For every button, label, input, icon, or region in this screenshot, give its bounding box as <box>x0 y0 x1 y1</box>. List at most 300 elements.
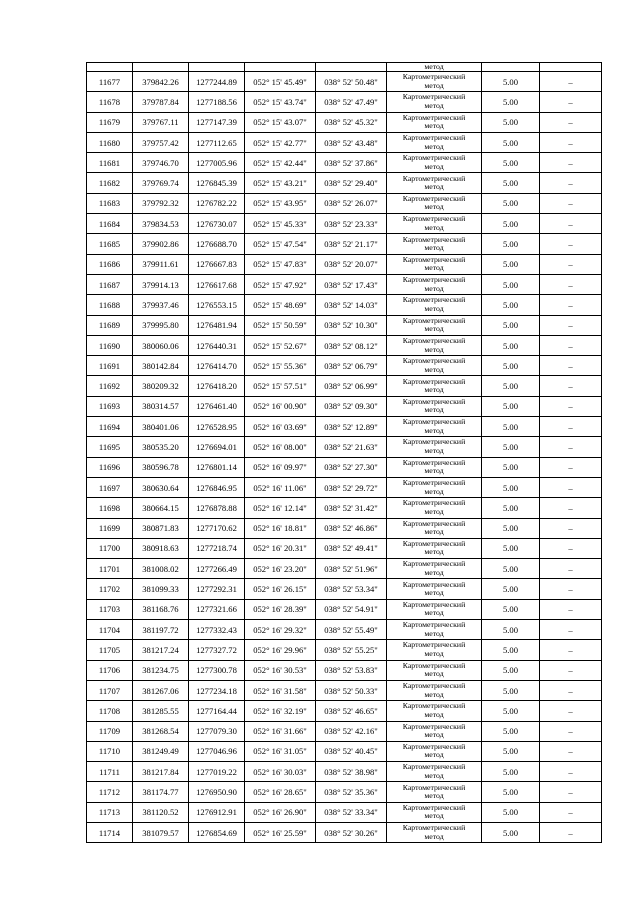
method-line-2: метод <box>424 628 444 638</box>
accuracy-cell: 5.00 <box>482 193 540 213</box>
x-coordinate-cell: 379787.84 <box>133 92 189 112</box>
method-cell <box>387 356 482 376</box>
x-coordinate-cell: 379834.53 <box>133 214 189 234</box>
description-cell: – <box>540 680 602 700</box>
description-cell: – <box>540 822 602 842</box>
description-cell: – <box>540 741 602 761</box>
longitude-cell: 038° 52' 30.26" <box>316 822 387 842</box>
method-cell <box>387 417 482 437</box>
accuracy-cell: 5.00 <box>482 335 540 355</box>
point-number-cell: 11689 <box>87 315 133 335</box>
latitude-cell: 052° 16' 28.39" <box>245 599 316 619</box>
longitude-cell: 038° 52' 46.65" <box>316 701 387 721</box>
description-cell: – <box>540 640 602 660</box>
latitude-cell: 052° 15' 43.07" <box>245 112 316 132</box>
y-coordinate-cell: 1276481.94 <box>189 315 245 335</box>
method-line-1: Картометрический <box>402 721 466 731</box>
y-coordinate-cell: 1277234.18 <box>189 680 245 700</box>
description-cell: – <box>540 132 602 152</box>
accuracy-cell: 5.00 <box>482 762 540 782</box>
point-number-cell: 11692 <box>87 376 133 396</box>
longitude-cell: 038° 52' 40.45" <box>316 741 387 761</box>
table-row <box>87 640 602 660</box>
description-cell: – <box>540 498 602 518</box>
longitude-cell: 038° 52' 55.49" <box>316 620 387 640</box>
accuracy-cell: 5.00 <box>482 721 540 741</box>
accuracy-cell: 5.00 <box>482 132 540 152</box>
description-cell: – <box>540 559 602 579</box>
method-cell: метод <box>387 63 482 72</box>
point-number-cell: 11714 <box>87 822 133 842</box>
y-coordinate-cell: 1277292.31 <box>189 579 245 599</box>
accuracy-cell: 5.00 <box>482 92 540 112</box>
method-line-2: метод <box>424 466 444 476</box>
x-coordinate-cell: 380871.83 <box>133 518 189 538</box>
y-coordinate-cell: 1276854.69 <box>189 822 245 842</box>
longitude-cell: 038° 52' 26.07" <box>316 193 387 213</box>
latitude-cell: 052° 16' 29.96" <box>245 640 316 660</box>
method-line-2: метод <box>424 506 444 516</box>
method-line-1: Картометрический <box>402 782 466 792</box>
method-line-2: метод <box>424 202 444 212</box>
table-row <box>87 173 602 193</box>
method-cell <box>387 193 482 213</box>
description-cell: – <box>540 762 602 782</box>
x-coordinate-cell: 380630.64 <box>133 477 189 497</box>
accuracy-cell: 5.00 <box>482 437 540 457</box>
description-cell: – <box>540 112 602 132</box>
method-line-1: Картометрический <box>402 457 466 467</box>
method-line-1: Картометрический <box>402 295 466 305</box>
point-number-cell: 11703 <box>87 599 133 619</box>
latitude-cell: 052° 16' 26.15" <box>245 579 316 599</box>
description-cell: – <box>540 477 602 497</box>
accuracy-cell: 5.00 <box>482 498 540 518</box>
x-coordinate-cell: 381079.57 <box>133 822 189 842</box>
x-coordinate-cell: 379792.32 <box>133 193 189 213</box>
accuracy-cell: 5.00 <box>482 356 540 376</box>
point-number-cell: 11713 <box>87 802 133 822</box>
point-number-cell: 11706 <box>87 660 133 680</box>
accuracy-cell: 5.00 <box>482 538 540 558</box>
method-line-2: метод <box>424 344 444 354</box>
point-number-cell: 11705 <box>87 640 133 660</box>
table-row <box>87 782 602 802</box>
point-number-cell: 11694 <box>87 417 133 437</box>
accuracy-cell: 5.00 <box>482 477 540 497</box>
x-coordinate-cell: 381168.76 <box>133 599 189 619</box>
latitude-cell: 052° 16' 31.66" <box>245 721 316 741</box>
latitude-cell: 052° 16' 00.90" <box>245 396 316 416</box>
x-coordinate-cell: 381217.84 <box>133 762 189 782</box>
method-cell <box>387 112 482 132</box>
table-row <box>87 477 602 497</box>
longitude-cell: 038° 52' 21.63" <box>316 437 387 457</box>
y-coordinate-cell: 1277244.89 <box>189 72 245 92</box>
x-coordinate-cell: 381268.54 <box>133 721 189 741</box>
method-line-2: метод <box>424 608 444 618</box>
table-row <box>87 396 602 416</box>
y-coordinate-cell: 1276782.22 <box>189 193 245 213</box>
coordinates-table <box>86 62 602 843</box>
method-cell <box>387 741 482 761</box>
y-coordinate-cell: 1277188.56 <box>189 92 245 112</box>
method-line-2: метод <box>424 161 444 171</box>
method-cell <box>387 254 482 274</box>
method-cell <box>387 802 482 822</box>
latitude-cell: 052° 16' 26.90" <box>245 802 316 822</box>
method-line-1: Картометрический <box>402 640 466 650</box>
method-line-1: Картометрический <box>402 234 466 244</box>
longitude-cell: 038° 52' 38.98" <box>316 762 387 782</box>
y-coordinate-cell: 1276667.83 <box>189 254 245 274</box>
longitude-cell: 038° 52' 51.96" <box>316 559 387 579</box>
longitude-cell: 038° 52' 46.86" <box>316 518 387 538</box>
y-coordinate-cell: 1277332.43 <box>189 620 245 640</box>
accuracy-cell: 5.00 <box>482 112 540 132</box>
method-cell <box>387 620 482 640</box>
longitude-cell: 038° 52' 42.16" <box>316 721 387 741</box>
description-cell: – <box>540 518 602 538</box>
longitude-cell: 038° 52' 53.34" <box>316 579 387 599</box>
table-row <box>87 72 602 92</box>
point-number-cell: 11685 <box>87 234 133 254</box>
point-number-cell: 11709 <box>87 721 133 741</box>
method-line-1: Картометрический <box>402 112 466 122</box>
table-row <box>87 92 602 112</box>
table-row <box>87 153 602 173</box>
point-number-cell: 11683 <box>87 193 133 213</box>
method-cell <box>387 701 482 721</box>
x-coordinate-cell: 381234.75 <box>133 660 189 680</box>
latitude-cell: 052° 16' 03.69" <box>245 417 316 437</box>
longitude-cell: 038° 52' 43.48" <box>316 132 387 152</box>
y-coordinate-cell: 1276694.01 <box>189 437 245 457</box>
x-coordinate-cell: 380918.63 <box>133 538 189 558</box>
y-coordinate-cell: 1276688.70 <box>189 234 245 254</box>
y-coordinate-cell: 1277019.22 <box>189 762 245 782</box>
method-cell <box>387 599 482 619</box>
x-coordinate-cell: 381197.72 <box>133 620 189 640</box>
point-number-cell: 11695 <box>87 437 133 457</box>
method-cell <box>387 437 482 457</box>
method-cell <box>387 315 482 335</box>
method-line-2: метод <box>424 648 444 658</box>
description-cell: – <box>540 72 602 92</box>
table-row <box>87 234 602 254</box>
y-coordinate-cell: 1276440.31 <box>189 335 245 355</box>
method-cell <box>387 518 482 538</box>
x-coordinate-cell: 379769.74 <box>133 173 189 193</box>
latitude-cell: 052° 15' 47.83" <box>245 254 316 274</box>
x-coordinate-cell: 380314.57 <box>133 396 189 416</box>
method-line-2: метод <box>424 567 444 577</box>
method-line-2: метод <box>424 527 444 537</box>
latitude-cell: 052° 15' 47.92" <box>245 274 316 294</box>
method-line-1: Картометрический <box>402 153 466 163</box>
latitude-cell: 052° 15' 50.59" <box>245 315 316 335</box>
table-row <box>87 721 602 741</box>
accuracy-cell: 5.00 <box>482 518 540 538</box>
table-body <box>87 63 602 843</box>
accuracy-cell: 5.00 <box>482 396 540 416</box>
description-cell: – <box>540 335 602 355</box>
latitude-cell: 052° 15' 47.54" <box>245 234 316 254</box>
longitude-cell: 038° 52' 55.25" <box>316 640 387 660</box>
y-coordinate-cell: 1277327.72 <box>189 640 245 660</box>
method-cell <box>387 477 482 497</box>
method-line-1: Картометрический <box>402 559 466 569</box>
longitude-cell: 038° 52' 06.99" <box>316 376 387 396</box>
point-number-cell: 11677 <box>87 72 133 92</box>
method-line-2: метод <box>424 831 444 841</box>
table-row <box>87 457 602 477</box>
latitude-cell: 052° 15' 43.21" <box>245 173 316 193</box>
continuation-row <box>87 63 602 72</box>
method-line-2: метод <box>424 689 444 699</box>
method-line-1: Картометрический <box>402 173 466 183</box>
latitude-cell: 052° 16' 20.31" <box>245 538 316 558</box>
latitude-cell: 052° 16' 30.03" <box>245 762 316 782</box>
x-coordinate-cell: 381217.24 <box>133 640 189 660</box>
longitude-cell: 038° 52' 21.17" <box>316 234 387 254</box>
method-cell <box>387 396 482 416</box>
x-coordinate-cell: 379767.11 <box>133 112 189 132</box>
description-cell: – <box>540 153 602 173</box>
table-row <box>87 417 602 437</box>
latitude-cell: 052° 16' 11.06" <box>245 477 316 497</box>
longitude-cell: 038° 52' 29.40" <box>316 173 387 193</box>
accuracy-cell: 5.00 <box>482 254 540 274</box>
y-coordinate-cell: 1276461.40 <box>189 396 245 416</box>
x-coordinate-cell: 381285.55 <box>133 701 189 721</box>
x-coordinate-cell: 379746.70 <box>133 153 189 173</box>
point-number-cell: 11712 <box>87 782 133 802</box>
x-coordinate-cell: 379902.86 <box>133 234 189 254</box>
y-coordinate-cell: 1277112.65 <box>189 132 245 152</box>
point-number-cell: 11696 <box>87 457 133 477</box>
y-coordinate-cell: 1277218.74 <box>189 538 245 558</box>
accuracy-cell: 5.00 <box>482 559 540 579</box>
accuracy-cell: 5.00 <box>482 620 540 640</box>
method-cell <box>387 721 482 741</box>
description-cell: – <box>540 396 602 416</box>
accuracy-cell: 5.00 <box>482 153 540 173</box>
method-line-2: метод <box>424 405 444 415</box>
description-cell: – <box>540 193 602 213</box>
description-cell: – <box>540 802 602 822</box>
method-cell <box>387 72 482 92</box>
x-coordinate-cell: 379911.61 <box>133 254 189 274</box>
description-cell: – <box>540 620 602 640</box>
y-coordinate-cell: 1276418.20 <box>189 376 245 396</box>
x-coordinate-cell: 379995.80 <box>133 315 189 335</box>
point-number-cell: 11693 <box>87 396 133 416</box>
y-coordinate-cell: 1276950.90 <box>189 782 245 802</box>
method-line-1: Картометрический <box>402 518 466 528</box>
method-line-2: метод <box>424 811 444 821</box>
method-cell <box>387 498 482 518</box>
method-cell <box>387 640 482 660</box>
point-number-cell: 11702 <box>87 579 133 599</box>
latitude-cell: 052° 15' 45.49" <box>245 72 316 92</box>
point-number-cell: 11707 <box>87 680 133 700</box>
accuracy-cell: 5.00 <box>482 782 540 802</box>
table-row <box>87 498 602 518</box>
method-cell <box>387 295 482 315</box>
method-cell <box>387 559 482 579</box>
method-line-2: метод <box>424 324 444 334</box>
method-line-1: Картометрический <box>402 620 466 630</box>
longitude-cell: 038° 52' 06.79" <box>316 356 387 376</box>
method-line-2: метод <box>424 141 444 151</box>
point-number-cell: 11710 <box>87 741 133 761</box>
x-coordinate-cell: 381008.02 <box>133 559 189 579</box>
accuracy-cell: 5.00 <box>482 234 540 254</box>
method-cell <box>387 92 482 112</box>
x-coordinate-cell: 381120.52 <box>133 802 189 822</box>
x-coordinate-cell: 379842.26 <box>133 72 189 92</box>
longitude-cell: 038° 52' 54.91" <box>316 599 387 619</box>
method-line-1: Картометрический <box>402 701 466 711</box>
point-number-cell: 11701 <box>87 559 133 579</box>
y-coordinate-cell: 1276845.39 <box>189 173 245 193</box>
method-cell <box>387 376 482 396</box>
method-line-2: метод <box>424 750 444 760</box>
table-row <box>87 376 602 396</box>
longitude-cell: 038° 52' 20.07" <box>316 254 387 274</box>
method-line-1: Картометрический <box>402 681 466 691</box>
longitude-cell: 038° 52' 14.03" <box>316 295 387 315</box>
description-cell: – <box>540 254 602 274</box>
method-cell <box>387 660 482 680</box>
table-row <box>87 680 602 700</box>
method-line-1: Картометрический <box>402 741 466 751</box>
method-line-2: метод <box>424 303 444 313</box>
description-cell: – <box>540 721 602 741</box>
description-cell: – <box>540 701 602 721</box>
latitude-cell: 052° 16' 30.53" <box>245 660 316 680</box>
table-cell <box>87 63 133 72</box>
accuracy-cell: 5.00 <box>482 680 540 700</box>
method-line-2: метод <box>424 283 444 293</box>
y-coordinate-cell: 1277079.30 <box>189 721 245 741</box>
point-number-cell: 11711 <box>87 762 133 782</box>
method-line-2: метод <box>424 425 444 435</box>
method-line-1: Картометрический <box>402 254 466 264</box>
longitude-cell: 038° 52' 37.86" <box>316 153 387 173</box>
accuracy-cell: 5.00 <box>482 295 540 315</box>
table-row <box>87 660 602 680</box>
description-cell: – <box>540 782 602 802</box>
method-line-1: Картометрический <box>402 376 466 386</box>
y-coordinate-cell: 1277300.78 <box>189 660 245 680</box>
method-cell <box>387 538 482 558</box>
x-coordinate-cell: 380401.06 <box>133 417 189 437</box>
method-cell <box>387 274 482 294</box>
point-number-cell: 11700 <box>87 538 133 558</box>
latitude-cell: 052° 16' 25.59" <box>245 822 316 842</box>
accuracy-cell: 5.00 <box>482 457 540 477</box>
y-coordinate-cell: 1276730.07 <box>189 214 245 234</box>
table-row <box>87 741 602 761</box>
point-number-cell: 11690 <box>87 335 133 355</box>
method-line-1: Картометрический <box>402 437 466 447</box>
x-coordinate-cell: 379914.13 <box>133 274 189 294</box>
method-line-1: Картометрический <box>402 538 466 548</box>
description-cell: – <box>540 356 602 376</box>
table-cell <box>245 63 316 72</box>
y-coordinate-cell: 1277005.96 <box>189 153 245 173</box>
method-line-1: Картометрический <box>402 802 466 812</box>
description-cell: – <box>540 376 602 396</box>
longitude-cell: 038° 52' 27.30" <box>316 457 387 477</box>
longitude-cell: 038° 52' 47.49" <box>316 92 387 112</box>
latitude-cell: 052° 16' 08.00" <box>245 437 316 457</box>
description-cell: – <box>540 599 602 619</box>
method-line-2: метод <box>424 364 444 374</box>
latitude-cell: 052° 15' 52.67" <box>245 335 316 355</box>
description-cell: – <box>540 274 602 294</box>
accuracy-cell: 5.00 <box>482 417 540 437</box>
table-cell <box>133 63 189 72</box>
table-row <box>87 620 602 640</box>
table-row <box>87 254 602 274</box>
method-cell <box>387 782 482 802</box>
point-number-cell: 11682 <box>87 173 133 193</box>
table-cell <box>316 63 387 72</box>
y-coordinate-cell: 1276912.91 <box>189 802 245 822</box>
y-coordinate-cell: 1276528.95 <box>189 417 245 437</box>
method-line-2: метод <box>424 80 444 90</box>
longitude-cell: 038° 52' 53.83" <box>316 660 387 680</box>
description-cell: – <box>540 417 602 437</box>
point-number-cell: 11704 <box>87 620 133 640</box>
description-cell: – <box>540 234 602 254</box>
longitude-cell: 038° 52' 45.32" <box>316 112 387 132</box>
accuracy-cell: 5.00 <box>482 802 540 822</box>
point-number-cell: 11688 <box>87 295 133 315</box>
longitude-cell: 038° 52' 29.72" <box>316 477 387 497</box>
method-cell <box>387 762 482 782</box>
method-cell <box>387 457 482 477</box>
table-row <box>87 559 602 579</box>
y-coordinate-cell: 1277147.39 <box>189 112 245 132</box>
method-line-2: метод <box>424 445 444 455</box>
method-cell <box>387 579 482 599</box>
method-cell <box>387 335 482 355</box>
method-line-1: Картометрический <box>402 478 466 488</box>
table-row <box>87 214 602 234</box>
x-coordinate-cell: 380060.06 <box>133 335 189 355</box>
x-coordinate-cell: 380664.15 <box>133 498 189 518</box>
table-row <box>87 193 602 213</box>
method-line-2: метод <box>424 669 444 679</box>
description-cell: – <box>540 295 602 315</box>
x-coordinate-cell: 380535.20 <box>133 437 189 457</box>
method-cell <box>387 680 482 700</box>
method-cell <box>387 234 482 254</box>
latitude-cell: 052° 15' 57.51" <box>245 376 316 396</box>
description-cell: – <box>540 92 602 112</box>
method-line-1: Картометрический <box>402 417 466 427</box>
method-line-1: Картометрический <box>402 336 466 345</box>
point-number-cell: 11679 <box>87 112 133 132</box>
point-number-cell: 11681 <box>87 153 133 173</box>
y-coordinate-cell: 1276553.15 <box>189 295 245 315</box>
accuracy-cell: 5.00 <box>482 173 540 193</box>
table-row <box>87 802 602 822</box>
